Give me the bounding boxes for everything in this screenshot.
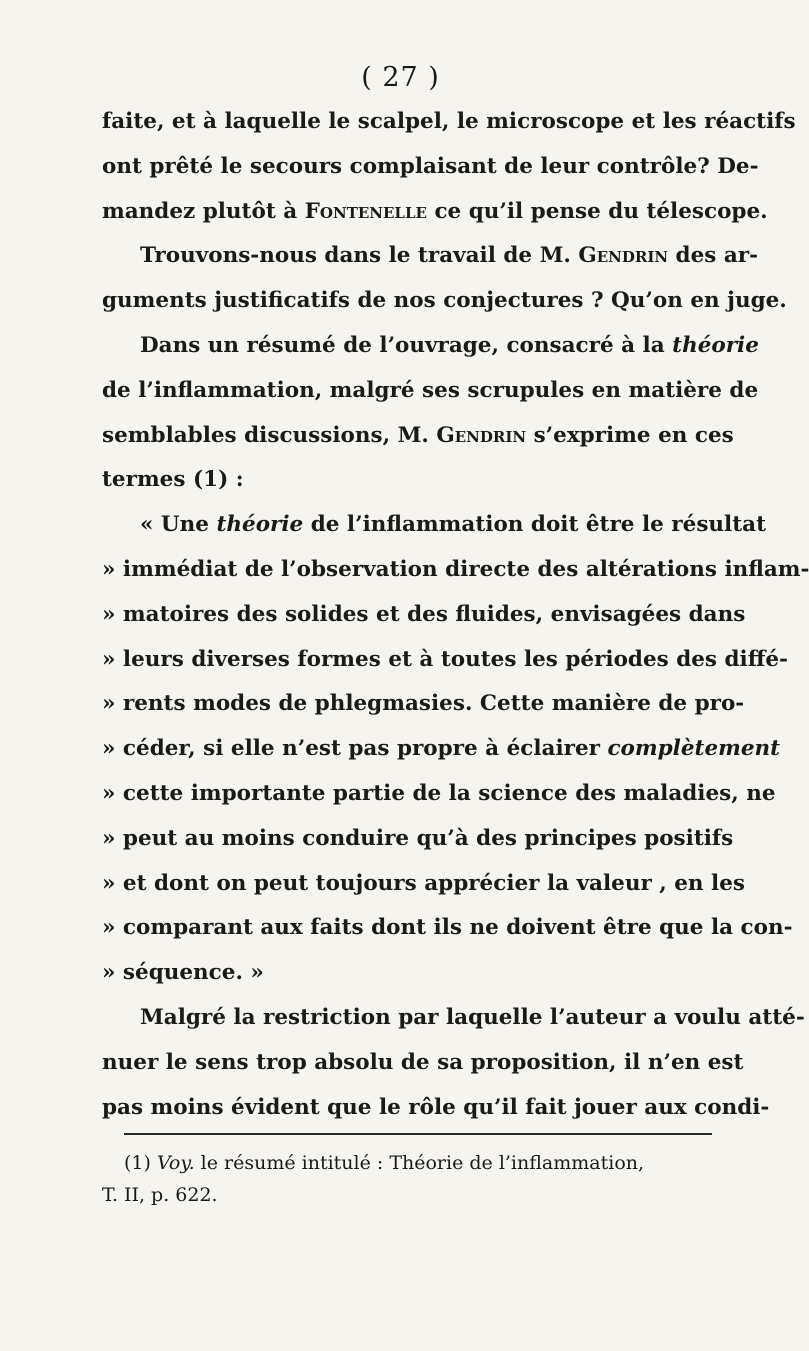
footnote-line: (1) Voy. le résumé intitulé : Théorie de l’inflammation, — [124, 1152, 645, 1174]
text-line: ont prêté le secours complaisant de leur contrôle? De- — [102, 153, 759, 179]
quote-line: » et dont on peut toujours apprécier la valeur , en les — [102, 870, 745, 896]
text-line: faite, et à laquelle le scalpel, le microscope et les réactifs — [102, 109, 796, 134]
text-line: mandez plutôt à Fontenelle ce qu’il pense du télescope. — [102, 198, 768, 224]
text-line: Trouvons-nous dans le travail de M. Gendrin des ar- — [140, 243, 759, 269]
text-line: termes (1) : — [102, 467, 244, 493]
text-line: nuer le sens trop absolu de sa proposition, il n’en est — [102, 1049, 744, 1075]
text-line: Dans un résumé de l’ouvrage, consacré à la théorie — [140, 332, 759, 358]
quote-line: » céder, si elle n’est pas propre à éclairer complètement — [102, 736, 781, 762]
quote-line: » matoires des solides et des fluides, envisagées dans — [102, 601, 746, 627]
quote-line: » rents modes de phlegmasies. Cette manière de pro- — [102, 691, 745, 717]
quote-line: » leurs diverses formes et à toutes les périodes des diffé- — [102, 646, 788, 672]
quote-line: » comparant aux faits dont ils ne doivent être que la con- — [102, 915, 793, 941]
quote-line: » séquence. » — [102, 960, 264, 986]
quote-line: » peut au moins conduire qu’à des principes positifs — [102, 825, 734, 851]
text-line: de l’inflammation, malgré ses scrupules en matière de — [102, 377, 759, 403]
body-text — [102, 100, 809, 1130]
quote-line: » cette importante partie de la science des maladies, ne — [102, 780, 776, 806]
text-line: semblables discussions, M. Gendrin s’exprime en ces — [102, 422, 734, 448]
text-line: guments justificatifs de nos conjectures ? Qu’on en juge. — [102, 288, 787, 314]
footnotes — [102, 1147, 712, 1211]
text-line: Malgré la restriction par laquelle l’auteur a voulu atté- — [140, 1004, 805, 1030]
quote-line: « Une théorie de l’inflammation doit être le résultat — [140, 512, 767, 538]
footnote-divider — [124, 1133, 712, 1135]
text-line: pas moins évident que le rôle qu’il fait jouer aux condi- — [102, 1094, 770, 1120]
footnote-line: T. II, p. 622. — [102, 1184, 218, 1206]
page-number: ( 27 ) — [361, 62, 440, 93]
quote-line: » immédiat de l’observation directe des altérations inflam- — [102, 556, 809, 582]
